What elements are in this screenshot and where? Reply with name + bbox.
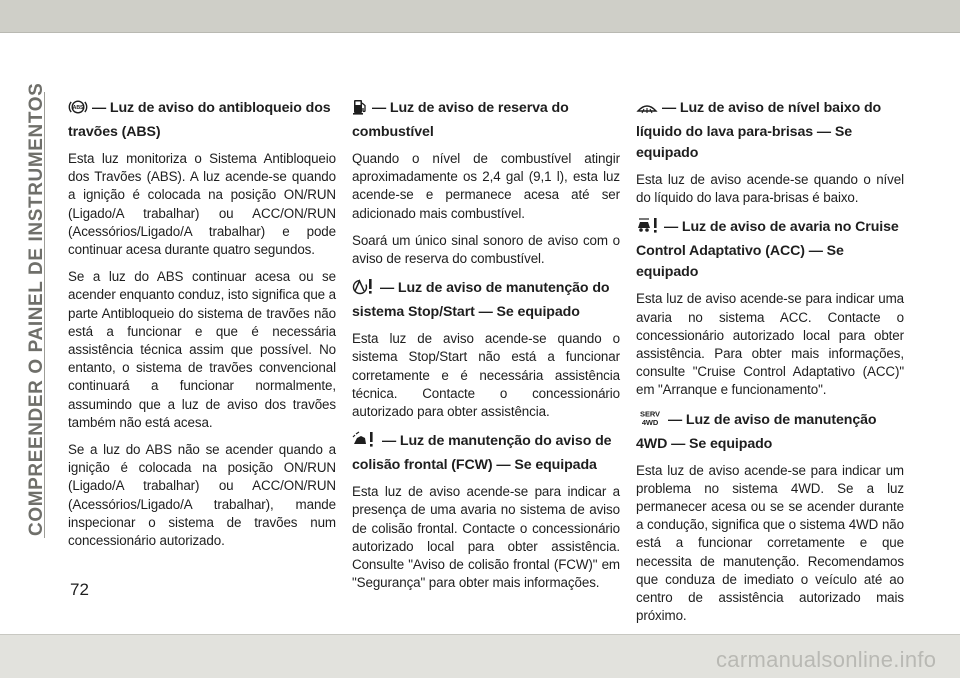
- section-heading-fcw: — Luz de manutenção do aviso de colisão frontal (FCW) — Se equipada: [352, 430, 620, 476]
- paragraph: Esta luz de aviso acende-se quando o nível do líquido do lava para-brisas é baixo.: [636, 172, 904, 206]
- washer-fluid-icon: [636, 99, 658, 122]
- stop-start-warning-icon: [352, 277, 376, 302]
- side-section-title: [26, 82, 50, 536]
- paragraph: Se a luz do ABS não se acender quando a ignição é colocada na posição ON/RUN (Ligado/A trabalhar) ou ACC/ON/RUN (Acessórios/Ligado/A trabalhar), mande inspecionar o sistema de travões num concessionário autorizado.: [68, 442, 336, 549]
- fuel-pump-icon: [352, 98, 368, 122]
- bottom-band-rule: [0, 634, 960, 635]
- section-heading-washer-fluid: — Luz de aviso de nível baixo do líquido do lava para-brisas — Se equipado: [636, 100, 882, 161]
- abs-warning-icon: [68, 99, 88, 122]
- column-2: [352, 98, 620, 601]
- svg-text:ABS: ABS: [72, 105, 84, 112]
- paragraph: Esta luz de aviso acende-se para indicar um problema no sistema 4WD. Se a luz permanecer acesa ou se se acender durante a condução, significa que o sistema 4WD não está a funcionar corretamente e que necessita de manutenção. Recomendamos que conduza de imediato o veículo até ao centro de assistência autorizado mais próximo.: [636, 462, 904, 624]
- paragraph: Quando o nível de combustível atingir aproximadamente os 2,4 gal (9,1 l), esta luz acende-se e permanece acesa até ser adicionado mais combustível.: [352, 151, 620, 221]
- section-heading-fuel: — Luz de aviso de reserva do combustível: [352, 100, 569, 140]
- svg-text:SERV: SERV: [640, 409, 660, 419]
- paragraph: Esta luz de aviso acende-se quando o sistema Stop/Start não está a funcionar corretamente e é necessária assistência técnica. Contacte o concessionário autorizado para obter assistência.: [352, 331, 620, 420]
- section-heading-stop-start: — Luz de aviso de manutenção do sistema Stop/Start — Se equipado: [352, 277, 620, 323]
- column-1: [68, 98, 336, 559]
- watermark: carmanualsonline.info: [716, 647, 937, 672]
- column-3: [636, 98, 904, 634]
- paragraph: Soará um único sinal sonoro de aviso com o aviso de reserva do combustível.: [352, 232, 620, 267]
- top-band: [0, 0, 960, 32]
- section-heading-acc: — Luz de aviso de avaria no Cruise Control Adaptativo (ACC) — Se equipado: [636, 216, 904, 283]
- paragraph: Esta luz de aviso acende-se para indicar a presença de uma avaria no sistema de aviso de colisão frontal. Contacte o concessionário autorizado local para obter assistência. Consulte "Aviso de colisão frontal (FCW)" em "Segurança" para obter mais informações.: [352, 484, 620, 591]
- paragraph: Esta luz de aviso acende-se para indicar uma avaria no sistema ACC. Contacte o concessionário autorizado local para obter assistência. Para obter mais informações, consulte "Cruise Control Adaptativo (ACC)" em "Arranque e funcionamento".: [636, 291, 904, 398]
- page-number: 72: [70, 580, 89, 599]
- forward-collision-warning-icon: [352, 430, 378, 455]
- paragraph: Esta luz monitoriza o Sistema Antibloqueio dos Travões (ABS). A luz acende-se quando a ignição é colocada na posição ON/RUN (Ligado/A trabalhar) ou ACC/ON/RUN (Acessórios/Ligado/A trabalhar) e pode continuar acesa durante quatro segundos.: [68, 151, 336, 258]
- side-section-title-text: COMPREENDER O PAINEL DE INSTRUMENTOS: [26, 82, 47, 536]
- cruise-control-fault-icon: [636, 216, 660, 241]
- svg-text:4WD: 4WD: [641, 417, 659, 427]
- serv-4wd-icon: [636, 409, 664, 434]
- section-heading-abs: ABS — Luz de aviso do antibloqueio dos travões (ABS): [68, 100, 331, 140]
- top-band-rule: [0, 32, 960, 33]
- paragraph: Se a luz do ABS continuar acesa ou se acender enquanto conduz, isto significa que a parte Antibloqueio do sistema de travões não está a funcionar e que é necessária assistência técnica assim que possível. No entanto, o sistema de travões convencional continuará a funcionar normalmente, assumindo que a luz de aviso dos travões também não está acesa.: [68, 269, 336, 430]
- section-heading-4wd: SERV 4WD — Luz de aviso de manutenção 4WD — Se equipado: [636, 409, 877, 452]
